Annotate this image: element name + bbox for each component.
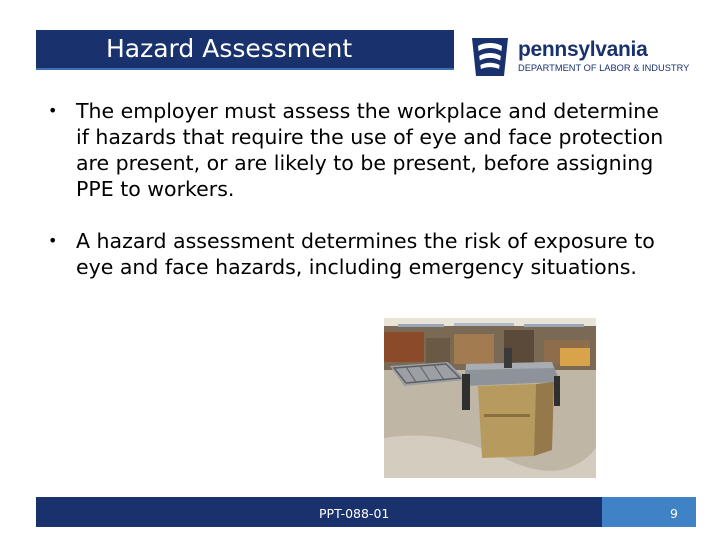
bullet-dot-icon: • bbox=[48, 101, 58, 120]
logo-wordmark: pennsylvania bbox=[518, 38, 648, 61]
footer-bar bbox=[36, 497, 696, 527]
slide-content bbox=[40, 98, 670, 280]
pennsylvania-logo bbox=[466, 30, 696, 82]
page-number: 9 bbox=[670, 506, 678, 521]
title-underline bbox=[36, 68, 454, 70]
footer-code: PPT-088-01 bbox=[319, 506, 390, 521]
title-bar bbox=[36, 30, 454, 70]
bullet-item bbox=[40, 228, 670, 280]
logo-department: DEPARTMENT OF LABOR & INDUSTRY bbox=[518, 63, 690, 73]
bullet-text: The employer must assess the workplace and determine if hazards that require the use of eye and face protection are present, or are likely to be present, before assigning PPE to workers. bbox=[76, 99, 664, 201]
table-saw-photo bbox=[384, 318, 596, 478]
bullet-dot-icon: • bbox=[48, 231, 58, 250]
slide-title: Hazard Assessment bbox=[106, 34, 353, 63]
keystone-icon bbox=[466, 32, 514, 80]
footer-page-box bbox=[602, 497, 696, 527]
bullet-text: A hazard assessment determines the risk of exposure to eye and face hazards, including emergency situations. bbox=[76, 229, 655, 279]
bullet-item bbox=[40, 98, 670, 202]
